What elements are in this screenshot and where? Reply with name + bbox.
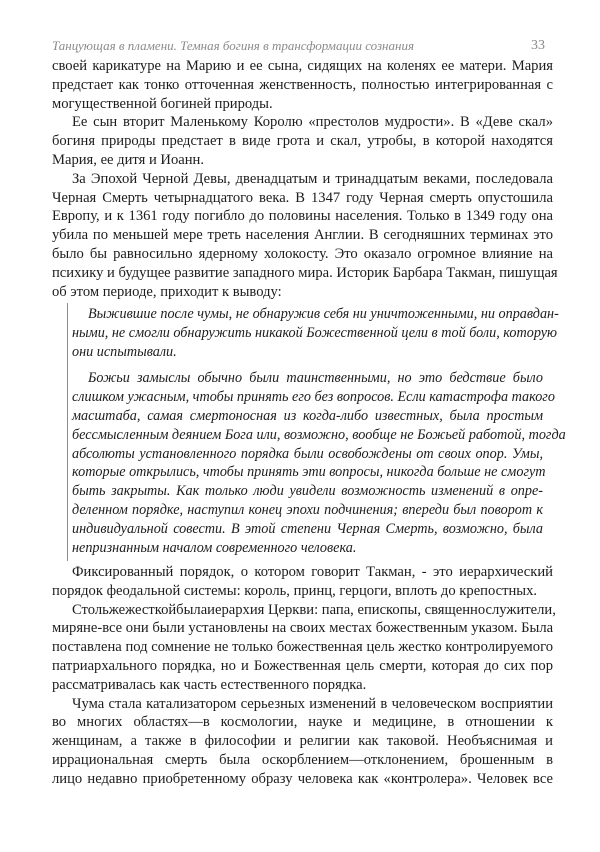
- text-line: абсолюты установленного порядка были освобождены от своих опор. Умы,: [72, 445, 543, 462]
- text-line: лицо недавно приобретенному образу человека как «контролера». Человек все: [52, 770, 553, 787]
- paragraph: [72, 305, 559, 361]
- text-line: ными, не смогли обнаружить никакой Божественной цели в той боли, которую: [72, 324, 558, 341]
- text-line: могущественной богиней природы.: [52, 95, 273, 112]
- text-line: Выжившие после чумы, не обнаружив себя ни уничтоженными, ни оправдан-: [88, 306, 559, 322]
- text-line: об этом периоде, приходит к выводу:: [52, 283, 282, 300]
- text-line: индивидуальной совести. В этой степени Черная Смерть, возможно, была: [72, 520, 543, 537]
- running-header-title: Танцующая в пламени. Темная богиня в трансформации сознания: [52, 38, 414, 53]
- text-line: бессмысленным деянием Бога или, возможно, вообще не Божьей работой, тогда: [72, 426, 566, 443]
- text-line: предстает как тонко отточенная женственность, полностью интегрированная с: [52, 76, 553, 93]
- text-line: деленном порядке, наступил конец эпохи подчинения; впереди был поворот к: [72, 501, 543, 518]
- text-line: Божьи замыслы обычно были таинственными, но это бедствие было: [88, 370, 543, 387]
- text-line: непризнанным началом современного человека.: [72, 539, 357, 556]
- text-line: во многих областях—в космологии, науке и медицине, в отношении к: [52, 714, 553, 731]
- text-line: патриархального порядка, но и Божественная цель смерти, которая до сих пор: [52, 657, 553, 674]
- paragraph: [52, 601, 556, 695]
- paragraph: [52, 170, 558, 302]
- text-line: психику и будущее развитие западного мира. Историк Барбара Такман, пишущая: [52, 264, 558, 281]
- text-line: которые открылись, чтобы принять эти вопросы, никогда больше не смогут: [72, 464, 546, 481]
- text-line: убила по меньшей мере треть населения Англии. В сегодняшних терминах это: [52, 227, 553, 244]
- paragraph: [52, 113, 553, 169]
- page-number: 33: [531, 38, 545, 53]
- text-line: миряне-все они были установлены на своих местах божественным указом. Была: [52, 620, 554, 637]
- text-line: Ее сын вторит Маленькому Королю «престолов мудрости». В «Деве скал»: [72, 114, 553, 131]
- text-line: Фиксированный порядок, о котором говорит Такман, - это иерархический: [72, 564, 553, 580]
- text-line: масштаба, самая смертоносная из когда-либо известных, была простым: [72, 407, 543, 424]
- text-line: Европу, и к 1361 году погибло до половины населения. Только в 1349 году она: [52, 208, 553, 225]
- text-line: богиня природы предстает в виде грота и скал, утробы, в которой находятся: [52, 133, 553, 150]
- text-line: они испытывали.: [72, 343, 177, 360]
- text-line: рассматривалась как часть естественного порядка.: [52, 676, 367, 693]
- body-text-bottom: [52, 563, 556, 789]
- text-line: Черная Смерть четырнадцатого века. В 1347 году Черная смерть опустошила: [52, 189, 553, 206]
- paragraph: [52, 57, 553, 113]
- text-line: иррациональная смерть была оскорблением—отклонением, брошенным в: [52, 751, 553, 768]
- quote-rule: [67, 303, 68, 561]
- block-quote: [72, 305, 566, 557]
- text-line: быть закрыты. Как только люди увидели возможность изменений в опре-: [72, 483, 543, 500]
- text-line: Мария, ее дитя и Иоанн.: [52, 151, 204, 168]
- text-line: Чума стала катализатором серьезных изменений в человеческом восприятии: [72, 695, 553, 712]
- running-header: [52, 38, 545, 56]
- paragraph: [72, 369, 566, 557]
- text-line: слишком ужасным, чтобы принять его без вопросов. Если катастрофа такого: [72, 389, 555, 406]
- text-line: женщинам, а также в философии и религии как таковой. Необъяснимая и: [52, 733, 553, 750]
- body-text-top: [52, 57, 558, 301]
- text-line: своей карикатуре на Марию и ее сына, сидящих на коленях ее матери. Мария: [52, 58, 553, 74]
- text-line: За Эпохой Черной Девы, двенадцатым и тринадцатым веками, последовала: [72, 170, 553, 187]
- text-line: порядок феодальной системы: король, принц, герцоги, вплоть до крепостных.: [52, 582, 538, 599]
- text-line: Стольжежесткойбылаиерархия Церкви: папа, епископы, священнослужители,: [72, 601, 556, 618]
- text-line: поставлена под сомнение не только божественная цель жестко контролируемого: [52, 639, 553, 656]
- text-line: было бы равносильно ядерному холокосту. Это оказало огромное влияние на: [52, 245, 553, 262]
- paragraph: [52, 695, 553, 789]
- paragraph: [52, 563, 553, 601]
